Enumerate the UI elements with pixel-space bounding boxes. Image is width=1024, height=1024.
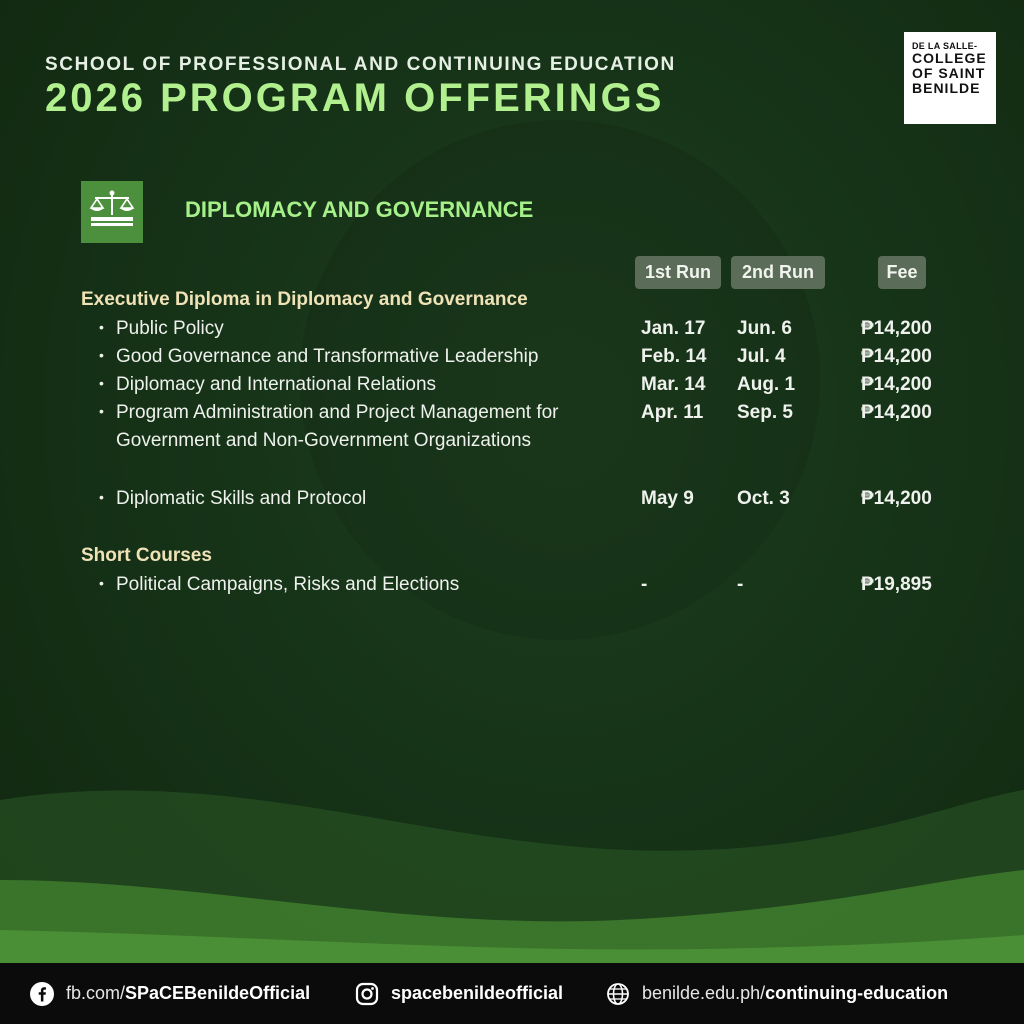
column-header-2nd-run: 2nd Run [731, 256, 825, 289]
executive-diploma-title: Executive Diploma in Diplomacy and Governance [81, 289, 528, 310]
course-name: Public Policy [116, 318, 224, 339]
first-run-date: May 9 [641, 488, 694, 509]
facebook-link[interactable] [30, 963, 310, 1024]
course-name: Political Campaigns, Risks and Elections [116, 574, 460, 595]
column-header-1st-run: 1st Run [635, 256, 721, 289]
first-run-date: Feb. 14 [641, 346, 707, 367]
logo-line-2: COLLEGE [912, 50, 987, 67]
second-run-date: Sep. 5 [737, 402, 793, 423]
first-run-date: - [641, 574, 648, 595]
facebook-prefix: fb.com/ [66, 983, 126, 1003]
course-fee: ₱14,200 [861, 318, 932, 339]
logo-line-1: DE LA SALLE- [912, 41, 978, 51]
course-name: Diplomacy and International Relations [116, 374, 437, 395]
course-name: Program Administration and Project Management for Government and Non-Government Organizations [116, 402, 559, 451]
page-title: 2026 PROGRAM OFFERINGS [45, 76, 665, 120]
footer-bar [0, 963, 1024, 1024]
second-run-date: Aug. 1 [737, 374, 796, 395]
instagram-handle: spacebenildeofficial [391, 983, 564, 1003]
instagram-icon [355, 982, 379, 1006]
category-title: DIPLOMACY AND GOVERNANCE [185, 197, 534, 222]
second-run-date: Jun. 6 [737, 318, 792, 339]
bullet: • [99, 489, 104, 505]
course-fee: ₱19,895 [861, 574, 932, 595]
course-fee: ₱14,200 [861, 402, 932, 423]
school-name: SCHOOL OF PROFESSIONAL AND CONTINUING EDUCATION [45, 54, 676, 75]
scales-of-justice-icon [81, 181, 143, 243]
second-run-date: Oct. 3 [737, 488, 790, 509]
first-run-date: Jan. 17 [641, 318, 706, 339]
first-run-date: Apr. 11 [641, 402, 704, 423]
globe-icon [606, 982, 630, 1006]
instagram-link[interactable] [355, 963, 563, 1024]
course-name: Good Governance and Transformative Leadership [116, 346, 539, 367]
website-prefix: benilde.edu.ph/ [642, 983, 766, 1003]
bullet: • [99, 375, 104, 391]
bullet: • [99, 319, 104, 335]
facebook-handle: SPaCEBenildeOfficial [125, 983, 311, 1003]
bullet: • [99, 575, 104, 591]
logo-line-3: OF SAINT [912, 65, 986, 82]
second-run-date: - [737, 574, 744, 595]
website-link[interactable] [606, 963, 948, 1024]
course-fee: ₱14,200 [861, 346, 932, 367]
course-fee: ₱14,200 [861, 374, 932, 395]
logo-line-4: BENILDE [912, 79, 981, 96]
second-run-date: Jul. 4 [737, 346, 786, 367]
college-logo [904, 32, 996, 124]
bullet: • [99, 403, 104, 419]
bullet: • [99, 347, 104, 363]
short-courses-title: Short Courses [81, 545, 212, 566]
course-fee: ₱14,200 [861, 488, 932, 509]
column-header-fee: Fee [878, 256, 926, 289]
course-name: Diplomatic Skills and Protocol [116, 488, 367, 509]
first-run-date: Mar. 14 [641, 374, 706, 395]
facebook-icon [30, 982, 54, 1006]
website-path: continuing-education [765, 983, 949, 1003]
